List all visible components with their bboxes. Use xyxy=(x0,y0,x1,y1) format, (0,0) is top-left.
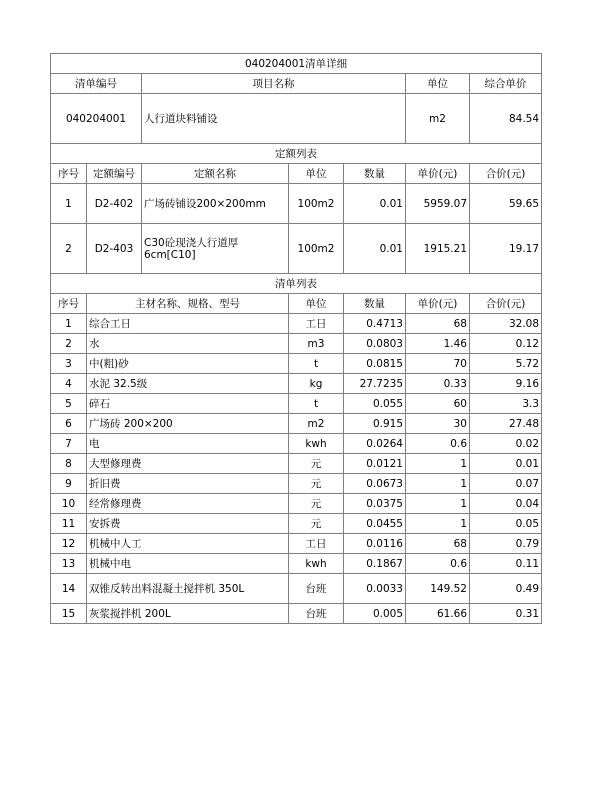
list-no: 13 xyxy=(51,554,87,574)
quota-section-row xyxy=(51,144,542,164)
price-header: 综合单价 xyxy=(470,74,542,94)
list-unit: 元 xyxy=(289,454,344,474)
list-row xyxy=(51,314,542,334)
code-header: 清单编号 xyxy=(51,74,142,94)
list-no: 9 xyxy=(51,474,87,494)
list-qty: 27.7235 xyxy=(344,374,406,394)
list-name: 碎石 xyxy=(87,394,289,414)
list-row xyxy=(51,354,542,374)
list-unit: 工日 xyxy=(289,314,344,334)
table-title: 040204001清单详细 xyxy=(51,54,542,74)
list-no: 7 xyxy=(51,434,87,454)
list-qty: 0.0264 xyxy=(344,434,406,454)
list-name: 经常修理费 xyxy=(87,494,289,514)
list-qty: 0.915 xyxy=(344,414,406,434)
list-no: 14 xyxy=(51,574,87,604)
list-name: 机械中电 xyxy=(87,554,289,574)
list-header-name: 主材名称、规格、型号 xyxy=(87,294,289,314)
quota-row xyxy=(51,184,542,224)
list-qty: 0.0121 xyxy=(344,454,406,474)
list-price: 149.52 xyxy=(406,574,470,604)
list-header-price: 单价(元) xyxy=(406,294,470,314)
list-row xyxy=(51,454,542,474)
list-row xyxy=(51,514,542,534)
list-row xyxy=(51,394,542,414)
quota-total: 59.65 xyxy=(470,184,542,224)
list-price: 0.6 xyxy=(406,554,470,574)
list-no: 2 xyxy=(51,334,87,354)
quota-price: 5959.07 xyxy=(406,184,470,224)
list-price: 70 xyxy=(406,354,470,374)
title-row xyxy=(51,54,542,74)
list-no: 15 xyxy=(51,604,87,624)
list-total: 0.07 xyxy=(470,474,542,494)
list-price: 60 xyxy=(406,394,470,414)
list-total: 0.49 xyxy=(470,574,542,604)
list-no: 11 xyxy=(51,514,87,534)
list-price: 30 xyxy=(406,414,470,434)
list-qty: 0.0803 xyxy=(344,334,406,354)
list-header-no: 序号 xyxy=(51,294,87,314)
name-header: 项目名称 xyxy=(142,74,406,94)
list-qty: 0.0673 xyxy=(344,474,406,494)
list-total: 0.79 xyxy=(470,534,542,554)
quota-unit: 100m2 xyxy=(289,184,344,224)
list-qty: 0.0375 xyxy=(344,494,406,514)
list-qty: 0.1867 xyxy=(344,554,406,574)
quota-header-no: 序号 xyxy=(51,164,87,184)
list-total: 32.08 xyxy=(470,314,542,334)
list-name: 双锥反转出料混凝土搅拌机 350L xyxy=(87,574,289,604)
list-qty: 0.0033 xyxy=(344,574,406,604)
list-name: 机械中人工 xyxy=(87,534,289,554)
item-unit: m2 xyxy=(406,94,470,144)
list-section-title: 清单列表 xyxy=(51,274,542,294)
list-price: 1 xyxy=(406,454,470,474)
list-unit: 元 xyxy=(289,474,344,494)
list-no: 8 xyxy=(51,454,87,474)
list-header-row xyxy=(51,294,542,314)
list-name: 灰浆搅拌机 200L xyxy=(87,604,289,624)
list-unit: t xyxy=(289,394,344,414)
list-name: 安拆费 xyxy=(87,514,289,534)
list-price: 0.6 xyxy=(406,434,470,454)
list-name: 广场砖 200×200 xyxy=(87,414,289,434)
list-total: 3.3 xyxy=(470,394,542,414)
quota-header-name: 定额名称 xyxy=(142,164,289,184)
list-header-unit: 单位 xyxy=(289,294,344,314)
list-total: 0.11 xyxy=(470,554,542,574)
list-no: 1 xyxy=(51,314,87,334)
list-name: 大型修理费 xyxy=(87,454,289,474)
quota-section-title: 定额列表 xyxy=(51,144,542,164)
list-name: 水泥 32.5级 xyxy=(87,374,289,394)
list-unit: t xyxy=(289,354,344,374)
list-total: 0.31 xyxy=(470,604,542,624)
list-total: 9.16 xyxy=(470,374,542,394)
list-unit: 元 xyxy=(289,514,344,534)
list-unit: kwh xyxy=(289,554,344,574)
list-no: 10 xyxy=(51,494,87,514)
item-code: 040204001 xyxy=(51,94,142,144)
list-no: 4 xyxy=(51,374,87,394)
list-unit: 工日 xyxy=(289,534,344,554)
quota-qty: 0.01 xyxy=(344,184,406,224)
list-name: 中(粗)砂 xyxy=(87,354,289,374)
item-price: 84.54 xyxy=(470,94,542,144)
list-qty: 0.4713 xyxy=(344,314,406,334)
list-qty: 0.005 xyxy=(344,604,406,624)
list-total: 0.02 xyxy=(470,434,542,454)
quota-code: D2-402 xyxy=(87,184,142,224)
quota-row xyxy=(51,224,542,274)
list-no: 6 xyxy=(51,414,87,434)
list-unit: 台班 xyxy=(289,574,344,604)
quota-header-code: 定额编号 xyxy=(87,164,142,184)
list-row xyxy=(51,334,542,354)
quota-header-price: 单价(元) xyxy=(406,164,470,184)
list-price: 0.33 xyxy=(406,374,470,394)
quota-code: D2-403 xyxy=(87,224,142,274)
quota-header-qty: 数量 xyxy=(344,164,406,184)
quota-name: C30砼现浇人行道厚6cm[C10] xyxy=(142,224,289,274)
list-qty: 0.055 xyxy=(344,394,406,414)
list-unit: m3 xyxy=(289,334,344,354)
list-total: 0.12 xyxy=(470,334,542,354)
list-no: 12 xyxy=(51,534,87,554)
list-name: 综合工日 xyxy=(87,314,289,334)
list-name: 电 xyxy=(87,434,289,454)
list-unit: 元 xyxy=(289,494,344,514)
detail-page xyxy=(50,53,541,624)
list-price: 1 xyxy=(406,494,470,514)
list-name: 折旧费 xyxy=(87,474,289,494)
detail-table xyxy=(50,53,542,624)
list-header-total: 合价(元) xyxy=(470,294,542,314)
quota-header-total: 合价(元) xyxy=(470,164,542,184)
unit-header: 单位 xyxy=(406,74,470,94)
list-total: 0.01 xyxy=(470,454,542,474)
list-row xyxy=(51,414,542,434)
list-row xyxy=(51,574,542,604)
quota-no: 1 xyxy=(51,184,87,224)
quota-price: 1915.21 xyxy=(406,224,470,274)
list-price: 61.66 xyxy=(406,604,470,624)
list-row xyxy=(51,374,542,394)
list-price: 1 xyxy=(406,474,470,494)
list-row xyxy=(51,434,542,454)
list-unit: 台班 xyxy=(289,604,344,624)
quota-header-unit: 单位 xyxy=(289,164,344,184)
list-price: 1.46 xyxy=(406,334,470,354)
list-qty: 0.0455 xyxy=(344,514,406,534)
list-row xyxy=(51,474,542,494)
item-name: 人行道块料铺设 xyxy=(142,94,406,144)
item-row xyxy=(51,94,542,144)
quota-total: 19.17 xyxy=(470,224,542,274)
quota-qty: 0.01 xyxy=(344,224,406,274)
list-total: 0.04 xyxy=(470,494,542,514)
quota-header-row xyxy=(51,164,542,184)
list-total: 27.48 xyxy=(470,414,542,434)
list-no: 3 xyxy=(51,354,87,374)
quota-no: 2 xyxy=(51,224,87,274)
list-unit: m2 xyxy=(289,414,344,434)
list-total: 5.72 xyxy=(470,354,542,374)
list-name: 水 xyxy=(87,334,289,354)
list-no: 5 xyxy=(51,394,87,414)
list-row xyxy=(51,604,542,624)
list-row xyxy=(51,494,542,514)
list-price: 1 xyxy=(406,514,470,534)
list-header-qty: 数量 xyxy=(344,294,406,314)
list-row xyxy=(51,534,542,554)
list-unit: kg xyxy=(289,374,344,394)
list-qty: 0.0116 xyxy=(344,534,406,554)
list-total: 0.05 xyxy=(470,514,542,534)
header-row xyxy=(51,74,542,94)
quota-unit: 100m2 xyxy=(289,224,344,274)
list-qty: 0.0815 xyxy=(344,354,406,374)
quota-name: 广场砖铺设200×200mm xyxy=(142,184,289,224)
list-section-row xyxy=(51,274,542,294)
list-unit: kwh xyxy=(289,434,344,454)
list-price: 68 xyxy=(406,534,470,554)
list-row xyxy=(51,554,542,574)
list-price: 68 xyxy=(406,314,470,334)
